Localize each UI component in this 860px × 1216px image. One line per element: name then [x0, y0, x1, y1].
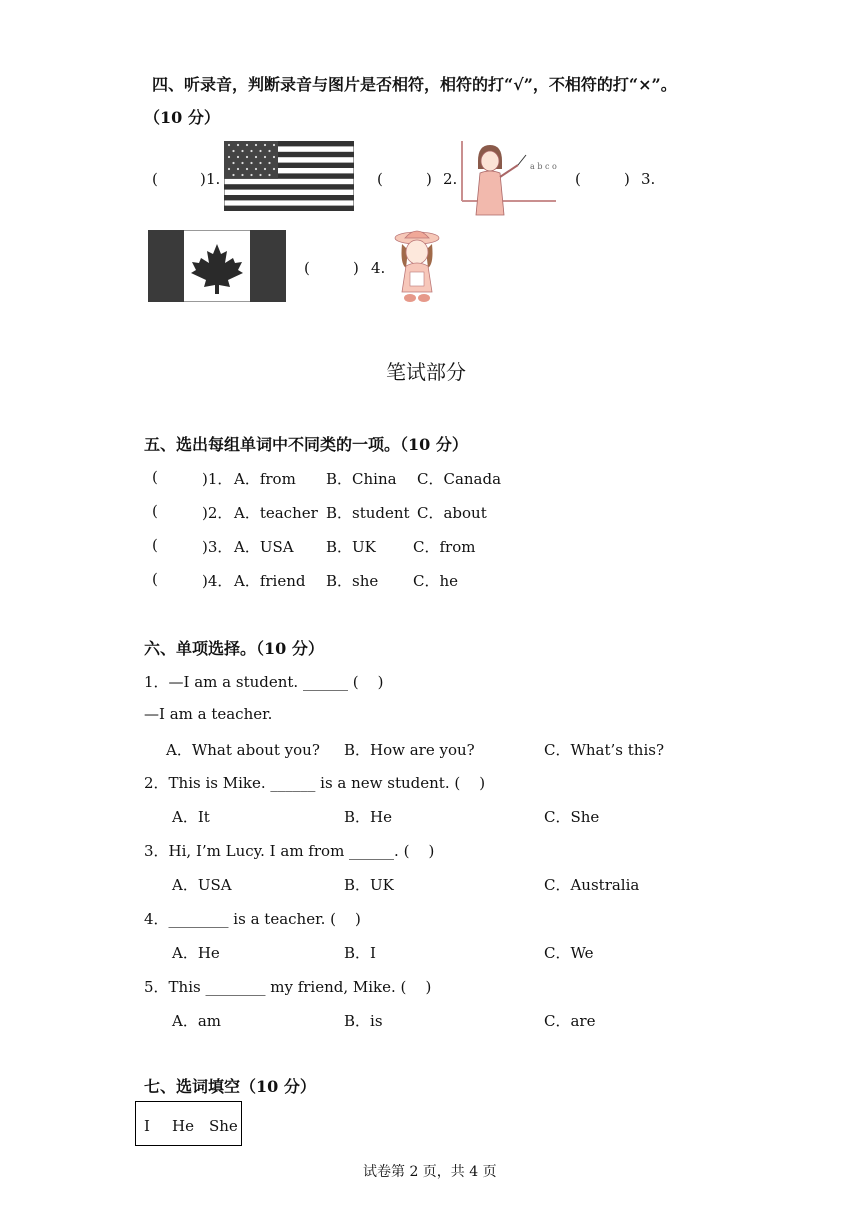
- option-a: A．USA: [172, 876, 232, 894]
- question-1-response: —I am a teacher.: [144, 705, 273, 723]
- option-a: A．am: [172, 1012, 221, 1030]
- teacher-at-board-icon: [460, 139, 558, 219]
- option-c: C．Australia: [544, 876, 640, 894]
- item-number: 4.: [371, 259, 386, 277]
- option-c: C．We: [544, 944, 594, 962]
- canada-flag-icon: [148, 230, 286, 302]
- section4-title: 四、听录音，判断录音与图片是否相符，相符的打“√”，不相符的打“×”。: [152, 75, 677, 94]
- answer-paren-open: (: [377, 170, 383, 188]
- option-b: B．How are you?: [344, 741, 475, 759]
- answer-paren-close: ): [353, 259, 359, 277]
- question-4: 4．________ is a teacher. ( ): [144, 910, 361, 928]
- word-bank-word: She: [209, 1117, 238, 1135]
- question-5: 5．This ________ my friend, Mike. ( ): [144, 978, 432, 996]
- item-number: 2.: [443, 170, 458, 188]
- answer-paren-close: ): [426, 170, 432, 188]
- option-a: A．It: [172, 808, 210, 826]
- answer-paren-close: ): [624, 170, 630, 188]
- question-2: 2．This is Mike. ______ is a new student. ( ): [144, 774, 486, 792]
- svg-text:a b c o: a b c o: [530, 162, 557, 171]
- girl-with-hat-icon: [390, 226, 444, 306]
- answer-paren-close: ): [200, 170, 206, 188]
- answer-paren-open: (: [152, 170, 158, 188]
- item-number: 1.: [206, 170, 221, 188]
- option-b: B．is: [344, 1012, 383, 1030]
- page-footer: 试卷第 2 页，共 4 页: [363, 1164, 497, 1180]
- option-c: C．What’s this?: [544, 741, 664, 759]
- section4-score: （10 分）: [144, 108, 220, 127]
- answer-paren-open: (: [304, 259, 310, 277]
- option-a: A．He: [172, 944, 220, 962]
- word-bank-word: I: [144, 1117, 150, 1135]
- option-c: C．are: [544, 1012, 596, 1030]
- word-bank-word: He: [172, 1117, 194, 1135]
- option-b: B．He: [344, 808, 392, 826]
- written-part-header: 笔试部分: [386, 360, 466, 384]
- section7-title: 七、选词填空（10 分）: [144, 1077, 316, 1096]
- option-b: B．UK: [344, 876, 394, 894]
- word-bank-box: [135, 1101, 242, 1146]
- usa-flag-icon: [224, 141, 354, 211]
- item-number: 3.: [641, 170, 656, 188]
- option-b: B．I: [344, 944, 376, 962]
- question-3: 3．Hi, I’m Lucy. I am from ______. ( ): [144, 842, 435, 860]
- section5-title: 五、选出每组单词中不同类的一项。（10 分）: [144, 435, 468, 454]
- option-c: C．She: [544, 808, 600, 826]
- option-a: A．What about you?: [166, 741, 320, 759]
- question-1: 1．—I am a student. ______ ( ): [144, 673, 384, 691]
- section6-title: 六、单项选择。（10 分）: [144, 639, 324, 658]
- answer-paren-open: (: [575, 170, 581, 188]
